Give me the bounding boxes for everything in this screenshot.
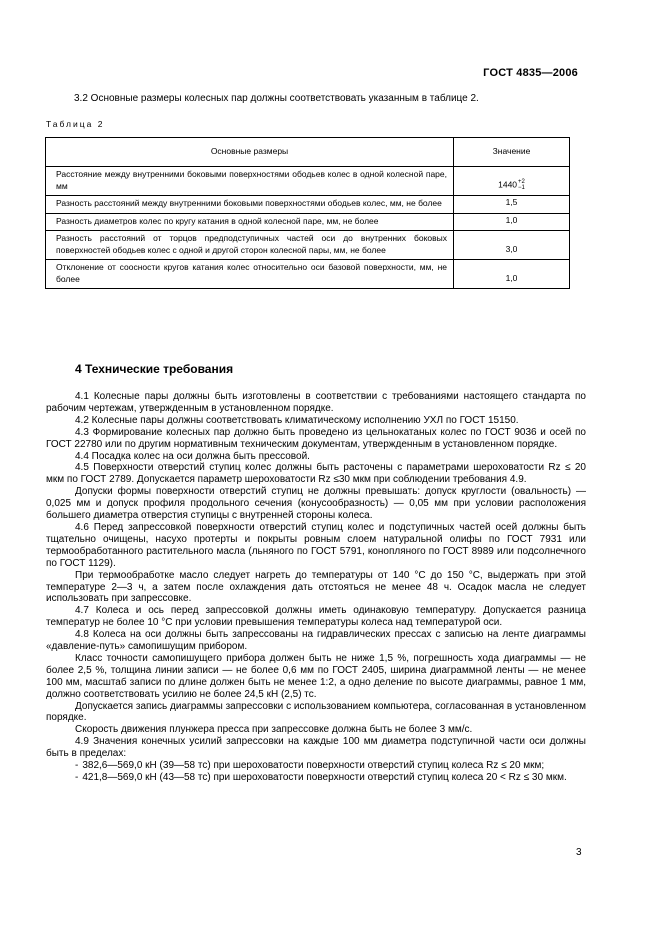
tolerance-upper: +2	[518, 179, 525, 185]
list-item-text: 421,8—569,0 кН (43—58 тс) при шероховатости поверхности отверстий ступиц колеса 20 < Rz ≤ 30 мкм.	[82, 772, 567, 783]
list-item-text: 382,6—569,0 кН (39—58 тс) при шероховатости поверхности отверстий ступиц колеса Rz ≤ 20 мкм;	[82, 760, 545, 772]
table-row	[46, 260, 570, 289]
list-marker: -	[75, 772, 79, 783]
paragraph: Допуски формы поверхности отверстий ступиц не должны превышать: допуск круглости (овальность) — 0,025 мм и допуск профиля продольного сечения (конусообразность) — 0,05 мм при условии расположения большего диаметра отверстия ступицы с внутренней стороны колеса.	[46, 486, 586, 522]
paragraph: 4.3 Формирование колесных пар должно быть проведено из цельнокатаных колес по ГОСТ 9036 и осей по ГОСТ 22780 или по другим нормативным техническим документам, утвержденным в установленном порядке.	[46, 426, 586, 450]
list-item	[46, 772, 586, 784]
list-marker: -	[75, 760, 79, 772]
table-cell-value: 1,0	[454, 260, 570, 289]
table-row	[46, 213, 570, 231]
paragraph: 4.5 Поверхности отверстий ступиц колес должны быть расточены с параметрами шероховатости Rz ≤ 20 мкм по ГОСТ 2789. Допускается параметр шероховатости Rz ≤30 мкм при соблюдении требования 4.9.	[46, 462, 586, 486]
section-4-body	[46, 391, 586, 784]
table-cell-parameter: Разность расстояний от торцов предподступичных частей оси до внутренних боковых поверхностей ободьев колес с одной и другой сторон колесной пары, мм, не более	[46, 231, 454, 260]
value-number: 1440	[498, 179, 518, 190]
paragraph: Класс точности самопишущего прибора должен быть не ниже 1,5 %, погрешность хода диаграммы — не более 2,5 %, толщина линии записи — не более 0,6 мм по ГОСТ 2405, ширина диаграммной ленты — не менее 100 мм, масштаб записи по длине должен быть не менее 1:2, а одно деление по высоте диаграммы, равное 1 мм, должно соответствовать усилию не более 24,5 кН (2,5) тс.	[46, 652, 586, 700]
paragraph: При термообработке масло следует нагреть до температуры от 140 °С до 150 °С, выдержать при этой температуре 2—3 ч, а затем после охлаждения дать отстояться не менее 48 ч. Осадок масла не следует использовать при запрессовке.	[46, 569, 586, 605]
column-header-value: Значение	[454, 138, 570, 167]
column-header-parameter: Основные размеры	[46, 138, 454, 167]
table-cell-parameter: Расстояние между внутренними боковыми поверхностями ободьев колес в одной колесной паре, мм	[46, 167, 454, 196]
section-4-title: 4 Технические требования	[75, 362, 234, 376]
table-2	[45, 137, 570, 289]
table-cell-parameter: Разность расстояний между внутренними боковыми поверхностями ободьев колес, мм, не более	[46, 196, 454, 214]
table-row	[46, 231, 570, 260]
paragraph: 4.1 Колесные пары должны быть изготовлены в соответствии с требованиями настоящего стандарта по рабочим чертежам, утвержденным в установленном порядке.	[46, 391, 586, 414]
table-header-row	[46, 138, 570, 167]
section-3-2-text: 3.2 Основные размеры колесных пар должны соответствовать указанным в таблице 2.	[74, 93, 479, 104]
paragraph: 4.2 Колесные пары должны соответствовать климатическому исполнению УХЛ по ГОСТ 15150.	[75, 414, 519, 426]
tolerance-lower: −1	[518, 185, 525, 191]
table-row	[46, 167, 570, 196]
document-id-header: ГОСТ 4835—2006	[483, 67, 578, 79]
table-cell-value: 1,0	[454, 213, 570, 231]
paragraph: 4.7 Колеса и ось перед запрессовкой должны иметь одинаковую температуру. Допускается разница температур не более 10 °С при условии превышения температуры колеса над температурой оси.	[46, 605, 586, 629]
paragraph: 4.9 Значения конечных усилий запрессовки на каждые 100 мм диаметра подступичной части оси должны быть в пределах:	[46, 736, 586, 760]
paragraph: Допускается запись диаграммы запрессовки с использованием компьютера, согласованная в установленном порядке.	[46, 700, 586, 724]
paragraph: Скорость движения плунжера пресса при запрессовке должна быть не более 3 мм/с.	[75, 724, 473, 736]
table-cell-parameter: Разность диаметров колес по кругу катания в одной колесной паре, мм, не более	[46, 213, 454, 231]
paragraph: 4.6 Перед запрессовкой поверхности отверстий ступиц колес и подступичных частей осей должны быть тщательно очищены, насухо протерты и покрыты ровным слоем натуральной олифы по ГОСТ 7931 или термообработанного растительного масла (льняного по ГОСТ 5791, конопляного по ГОСТ 8989 или подсолнечного по ГОСТ 1129).	[46, 521, 586, 569]
paragraph: 4.8 Колеса на оси должны быть запрессованы на гидравлических прессах с записью на ленте диаграммы «давление-путь» самопишущим прибором.	[46, 629, 586, 653]
paragraph: 4.4 Посадка колес на оси должна быть прессовой.	[75, 450, 310, 462]
list-item	[46, 760, 586, 772]
table-cell-value: 3,0	[454, 231, 570, 260]
table-cell-value: 1,5	[454, 196, 570, 214]
table-row	[46, 196, 570, 214]
table-cell-parameter: Отклонение от соосности кругов катания колес относительно оси базовой поверхности, мм, не более	[46, 260, 454, 289]
table-cell-value	[454, 167, 570, 196]
table-caption: Таблица 2	[46, 119, 105, 129]
page-number: 3	[576, 847, 582, 858]
tolerance	[518, 179, 525, 191]
